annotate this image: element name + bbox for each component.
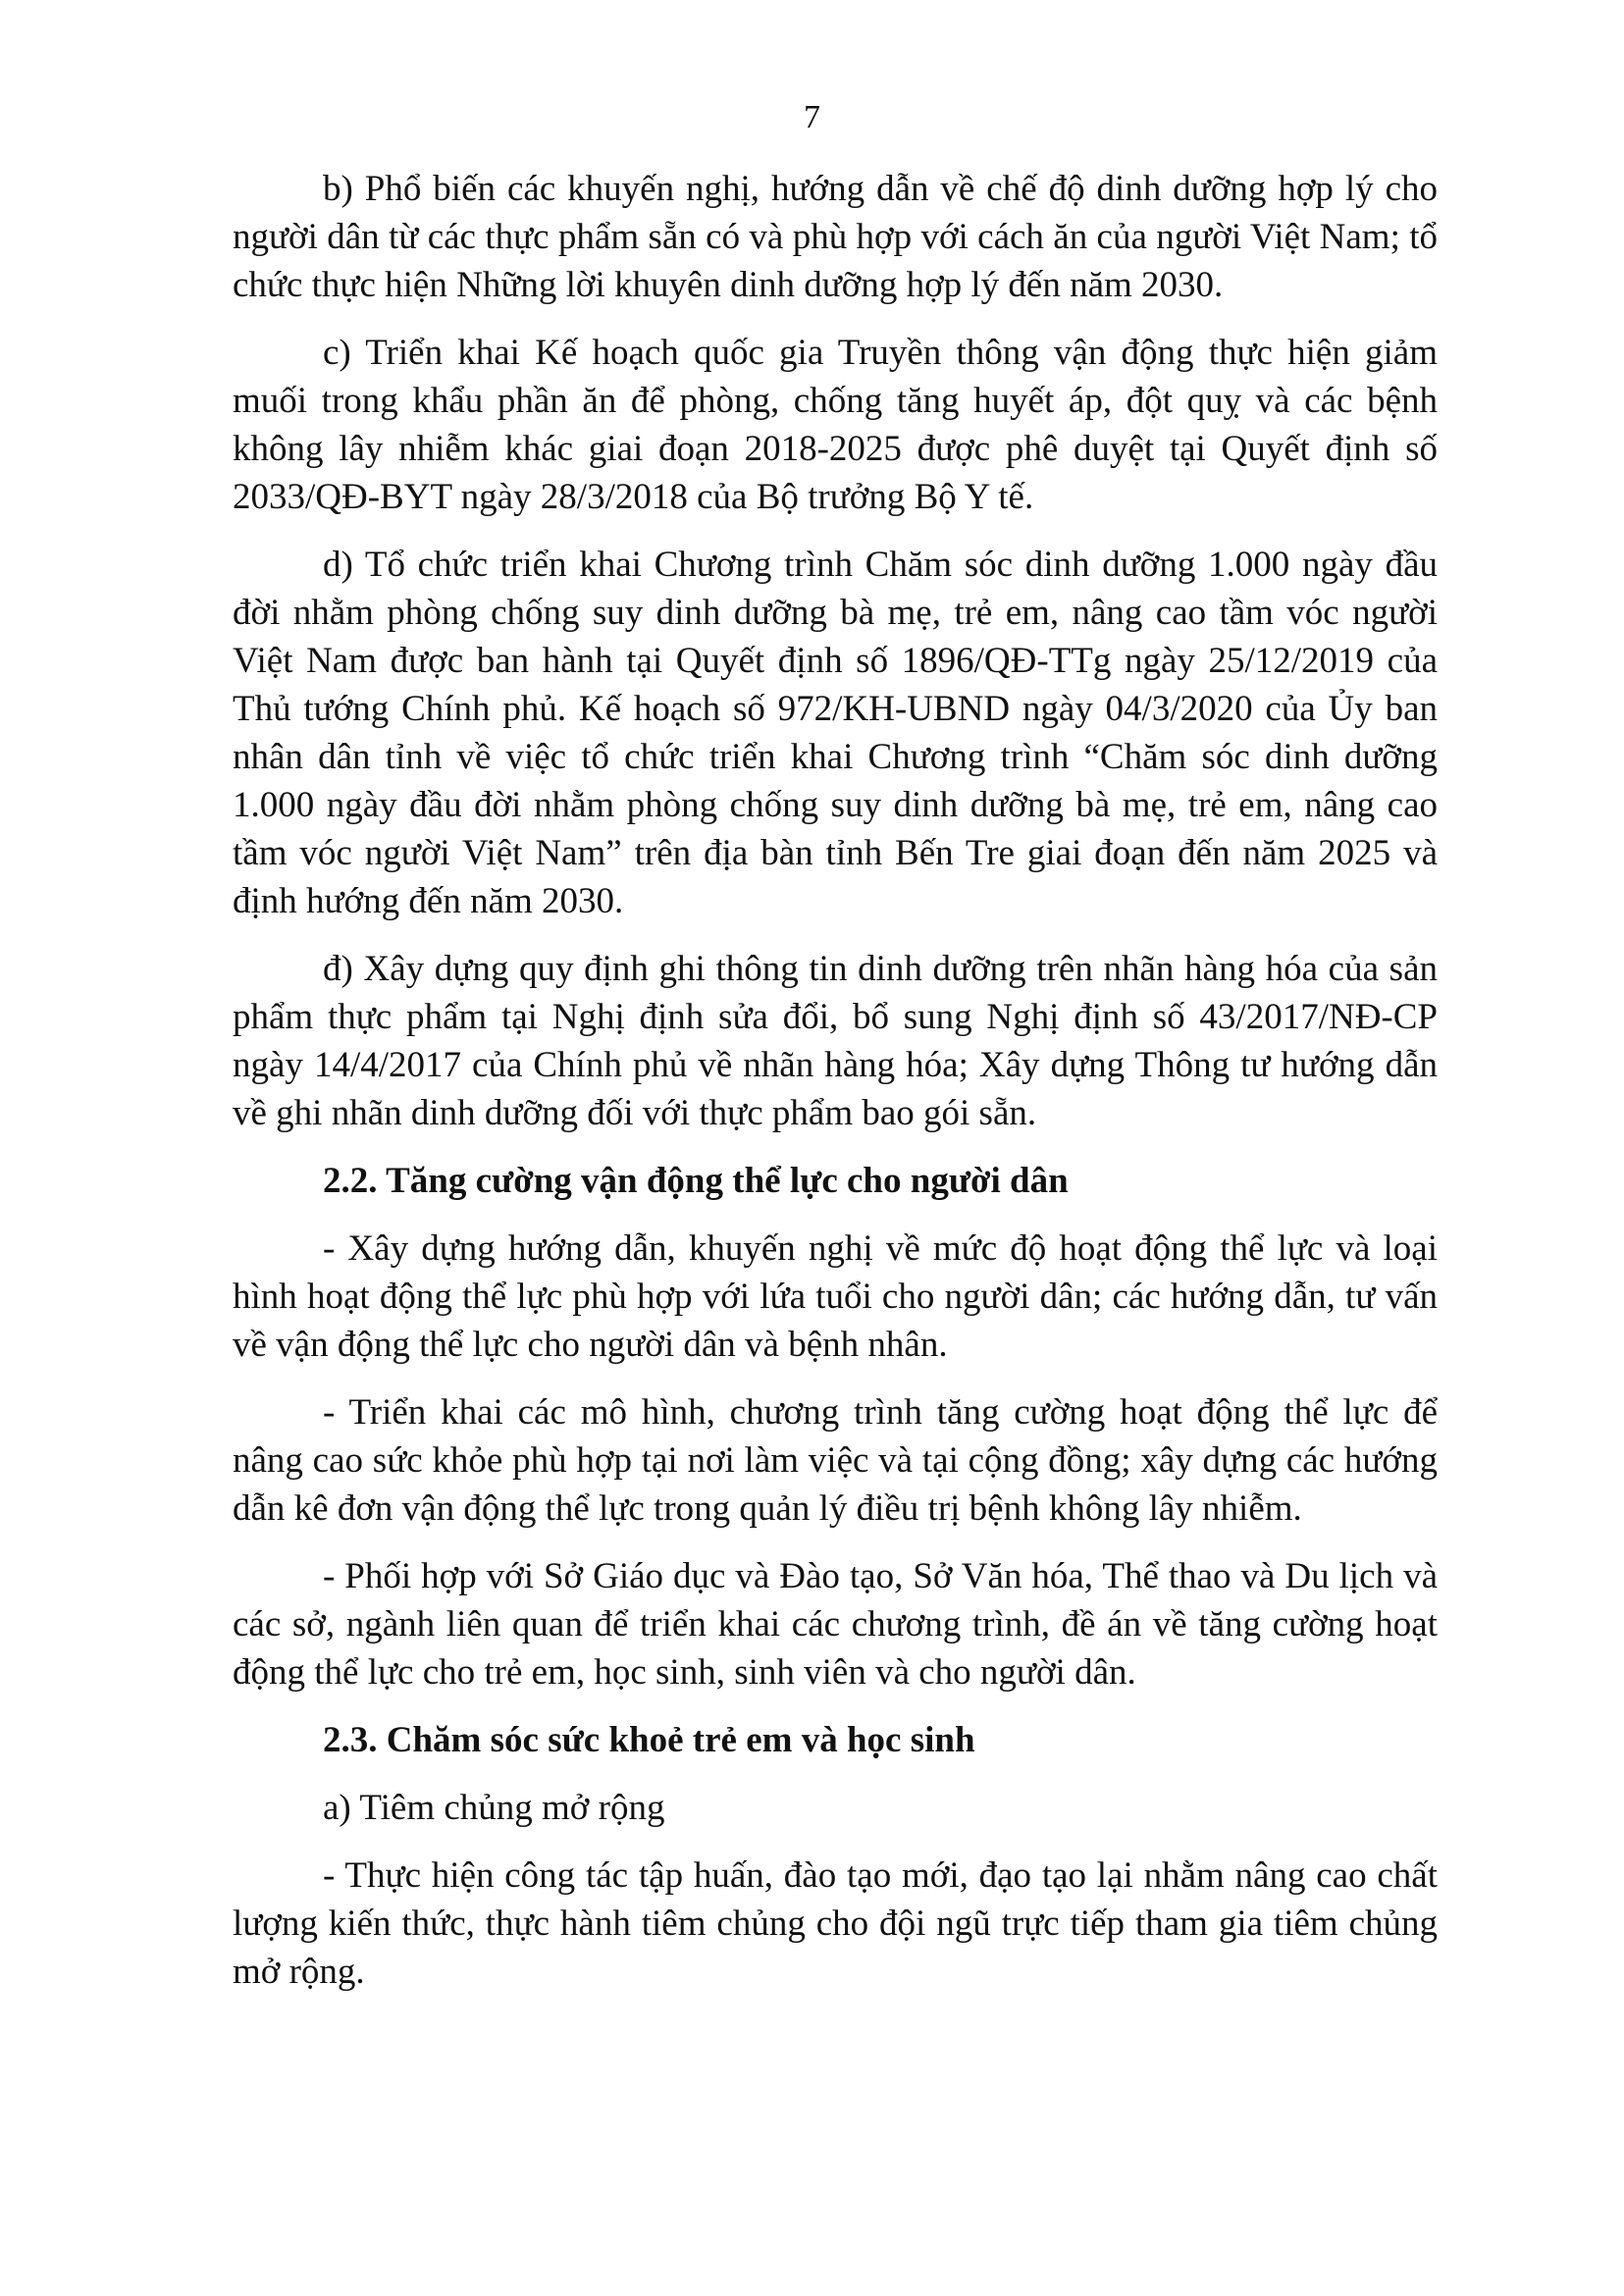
paragraph-physical-coordination: - Phối hợp với Sở Giáo dục và Đào tạo, Sở Văn hóa, Thể thao và Du lịch và các sở, ngành liên quan để triển khai các chương trình, đề án về tăng cường hoạt động thể lực cho trẻ em, học sinh, sinh viên và cho người dân. xyxy=(233,1556,1438,1693)
paragraph-physical-guidance: - Xây dựng hướng dẫn, khuyến nghị về mức độ hoạt động thể lực và loại hình hoạt động thể lực phù hợp với lứa tuổi cho người dân; các hướng dẫn, tư vấn về vận động thể lực cho người dân và bệnh nhân. xyxy=(233,1228,1438,1365)
paragraph-immunization-training: - Thực hiện công tác tập huấn, đào tạo mới, đạo tạo lại nhằm nâng cao chất lượng kiến thức, thực hành tiêm chủng cho đội ngũ trực tiếp tham gia tiêm chủng mở rộng. xyxy=(233,1855,1438,1992)
document-body xyxy=(233,165,1438,2015)
paragraph-dd: đ) Xây dựng quy định ghi thông tin dinh dưỡng trên nhãn hàng hóa của sản phẩm thực phẩm tại Nghị định sửa đổi, bổ sung Nghị định số 43/2017/NĐ-CP ngày 14/4/2017 của Chính phủ về nhãn hàng hóa; Xây dựng Thông tư hướng dẫn về ghi nhãn dinh dưỡng đối với thực phẩm bao gói sẵn. xyxy=(233,949,1438,1133)
paragraph-immunization-title: a) Tiêm chủng mở rộng xyxy=(323,1788,665,1828)
paragraph-c: c) Triển khai Kế hoạch quốc gia Truyền thông vận động thực hiện giảm muối trong khẩu phần ăn để phòng, chống tăng huyết áp, đột quỵ và các bệnh không lây nhiễm khác giai đoạn 2018-2025 được phê duyệt tại Quyết định số 2033/QĐ-BYT ngày 28/3/2018 của Bộ trưởng Bộ Y tế. xyxy=(233,333,1438,517)
section-heading-2-3: 2.3. Chăm sóc sức khoẻ trẻ em và học sinh xyxy=(323,1720,975,1760)
section-heading-2-2: 2.2. Tăng cường vận động thể lực cho người dân xyxy=(323,1161,1069,1201)
paragraph-d: d) Tổ chức triển khai Chương trình Chăm sóc dinh dưỡng 1.000 ngày đầu đời nhằm phòng chống suy dinh dưỡng bà mẹ, trẻ em, nâng cao tầm vóc người Việt Nam được ban hành tại Quyết định số 1896/QĐ-TTg ngày 25/12/2019 của Thủ tướng Chính phủ. Kế hoạch số 972/KH-UBND ngày 04/3/2020 của Ủy ban nhân dân tỉnh về việc tổ chức triển khai Chương trình “Chăm sóc dinh dưỡng 1.000 ngày đầu đời nhằm phòng chống suy dinh dưỡng bà mẹ, trẻ em, nâng cao tầm vóc người Việt Nam” trên địa bàn tỉnh Bến Tre giai đoạn đến năm 2025 và định hướng đến năm 2030. xyxy=(233,545,1438,921)
page-number: 7 xyxy=(804,99,820,135)
paragraph-b: b) Phổ biến các khuyến nghị, hướng dẫn về chế độ dinh dưỡng hợp lý cho người dân từ các thực phẩm sẵn có và phù hợp với cách ăn của người Việt Nam; tổ chức thực hiện Những lời khuyên dinh dưỡng hợp lý đến năm 2030. xyxy=(233,169,1438,305)
paragraph-physical-models: - Triển khai các mô hình, chương trình tăng cường hoạt động thể lực để nâng cao sức khỏe phù hợp tại nơi làm việc và tại cộng đồng; xây dựng các hướng dẫn kê đơn vận động thể lực trong quản lý điều trị bệnh không lây nhiễm. xyxy=(233,1392,1438,1529)
